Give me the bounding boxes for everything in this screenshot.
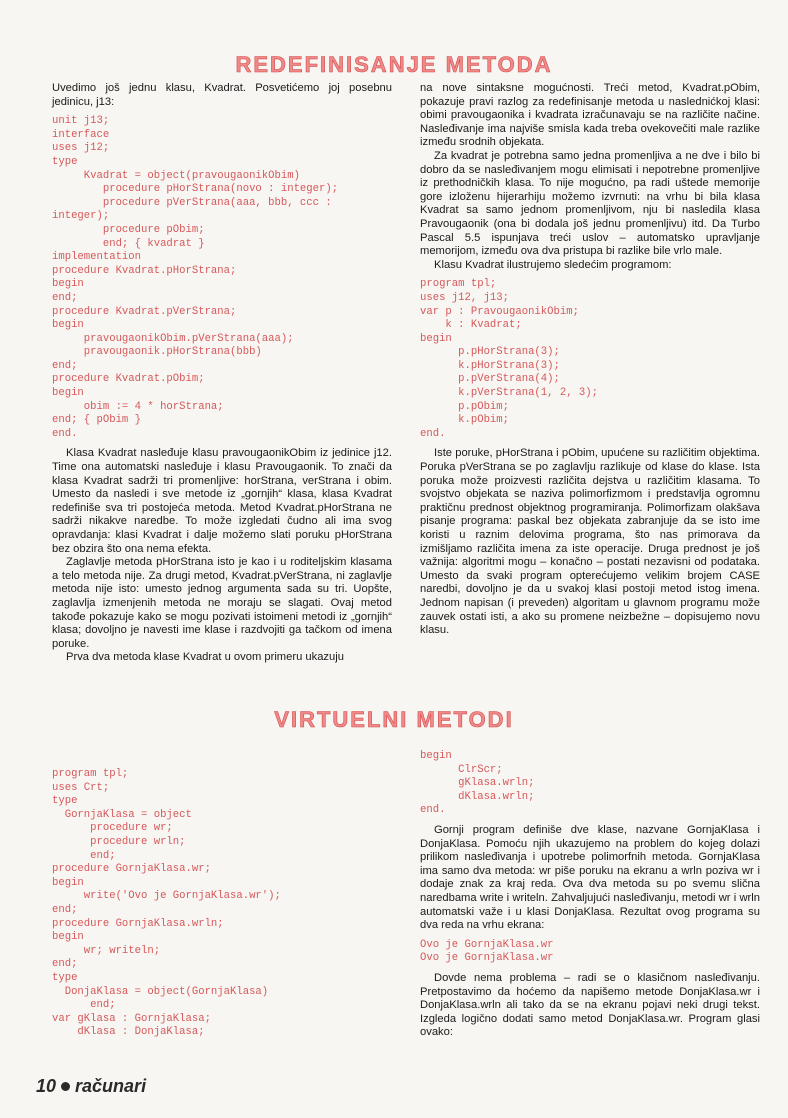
paragraph: Prva dva metoda klase Kvadrat u ovom primeru ukazuju — [66, 651, 344, 664]
code-listing: unit j13; interface uses j12; type Kvadrat = object(pravougaonikObim) procedure pHorStrana(novo : integer); procedure pVerStrana(aaa, bbb, ccc : integer); procedure pObim; end; { kvadrat } implementation procedure Kvadrat.pHorStrana; begin end; procedure Kvadrat.pVerStrana; begin pravougaonikObim.pVerStrana(aaa); pravougaonik.pHorStrana(bbb) end; procedure Kvadrat.pObim; begin obim := 4 * horStrana; end; { pObim } end. — [52, 115, 339, 440]
paragraph: Iste poruke, pHorStrana i pObim, upućene su različitim objektima. Poruka pVerStrana se po zaglavlju razlikuje od klase do klase. Ista poruka može proizvesti različita dejstva u različitim klasama. To svojstvo objekata se naziva polimorfizmom i predstavlja ogromnu praktičnu prednost objektnog programiranja. Polimorfizam olakšava pisanje programa: paskal bez objekata zabranjuje da se isto ime koristi u raznim delovima programa, što nas primorava da izmišljamo različita imena za iste operacije. Druga prednost je još važnija: algoritmi mogu – konačno – postati nezavisni od podataka. Umesto da svaki program opterećujemo velikim brojem CASE naredbi, dovoljno je da u svakoj klasi postoji metod istog imena. Jednom napisan (i preveden) algoritam u glavnom programu može zauvek ostati isti, a ako su promene neizbežne – dopisujemo novu klasu. — [420, 447, 760, 637]
paragraph: Dovde nema problema – radi se o klasičnom nasleđivanju. Pretpostavimo da hoćemo da napišemo metode DonjaKlasa.wr i DonjaKlasa.wrln ali tako da se na ekranu pojavi neki drugi tekst. Izgleda logično dodati samo metod DonjaKlasa.wr. Program glasi ovako: — [420, 971, 760, 1039]
magazine-name: računari — [75, 1076, 147, 1096]
section-title: VIRTUELNI METODI — [274, 707, 514, 732]
paragraph: na nove sintaksne mogućnosti. Treći metod, Kvadrat.pObim, pokazuje pravi razlog za redefinisanje metoda u naslednićkoj klasi: obimi pravougaonika i kvadrata izračunavaju se na različite načine. Nasleđivanje ima najviše smisla kada treba ovekovečiti male razlike između srodnih objekata. — [420, 82, 760, 149]
paragraph: Klasa Kvadrat nasleđuje klasu pravougaonikObim iz jedinice j12. Time ona automatski nasleđuje i klasu Pravougaonik. To znači da klasa Kvadrat sadrži tri promenljive: horStrana, verStrana i obim. Umesto da nasledi i sve metode iz „gornjih“ klasa, klasa Kvadrat redefiniše sva tri postojeća metoda. Metod Kvadrat.pHorStrana ne sadrži nikakve naredbe. To može izgledati čudno ali ima svog opravdanja: klasi Kvadrat i dalje možemo slati poruku pHorStrana bez obzira što ona nema efekta. — [52, 447, 392, 555]
code-listing: program tpl; uses j12, j13; var p : PravougaonikObim; k : Kvadrat; begin p.pHorStrana(3); k.pHorStrana(3); p.pVerStrana(4); k.pVerStrana(1, 2, 3); p.pObim; k.pObim; end. — [420, 278, 599, 440]
paragraph: Klasu Kvadrat ilustrujemo sledećim programom: — [434, 258, 672, 271]
program-output: Ovo je GornjaKlasa.wr Ovo je GornjaKlasa.wr — [420, 938, 554, 965]
paragraph: Zaglavlje metoda pHorStrana isto je kao i u roditeljskim klasama a telo metoda nije. Za drugi metod, Kvadrat.pVerStrana, ni zaglavlje metoda nije isto: umesto jednog argumenta sada su tri. Uopšte, zaglavlja izmenjenih metoda ne moraju se slagati. Ovaj metod takođe pokazuje kako se mogu pozivati istoimeni metodi iz „gornjih“ klasa; dovoljno je navesti ime klase i razdvojiti ga tačkom od imena poruke. — [52, 556, 392, 650]
right-column — [420, 750, 760, 1040]
right-column — [420, 82, 760, 638]
paragraph: Gornji program definiše dve klase, nazvane GornjaKlasa i DonjaKlasa. Pomoću njih ukazujemo na problem do kojeg dolazi prilikom nasleđivanja i upotrebe polimorfnih metoda. GornjaKlasa ima samo dva metoda: wr piše poruku na ekranu a wrln poziva wr i dodaje znak za kraj reda. Ova dva metoda su po svemu slična naredbama write i writeln. Zahvaljujući nasleđivanju, metodi wr i wrln automatski važe i u klasi DonjaKlasa. Rezultat ovog programa su dva reda na vrhu ekrana: — [420, 823, 760, 932]
code-listing: program tpl; uses Crt; type GornjaKlasa = object procedure wr; procedure wrln; end; procedure GornjaKlasa.wr; begin write('Ovo je GornjaKlasa.wr'); end; procedure GornjaKlasa.wrln; begin wr; writeln; end; type DonjaKlasa = object(GornjaKlasa) end; var gKlasa : GornjaKlasa; dKlasa : DonjaKlasa; — [52, 768, 281, 1039]
code-listing: begin ClrScr; gKlasa.wrln; dKlasa.wrln; end. — [420, 750, 535, 817]
paragraph: Uvedimo još jednu klasu, Kvadrat. Posvetićemo joj posebnu jedinicu, j13: — [52, 82, 392, 108]
left-column — [52, 82, 392, 665]
page-footer — [36, 1076, 146, 1097]
paragraph: Za kvadrat je potrebna samo jedna promenljiva a ne dve i bilo bi dobro da se nasleđivanjem mogu elimisati i nepotrebne promenljive iz prethodničkih klasa. To nije mogućno, pa radi uštede memorije gore izloženu hijerarhiju možemo izvrnuti: na vrhu bi bila klasa Kvadrat sa samo jednom promenljivom, nju bi nasledila klasa Pravougaonik (ona bi dodala još jednu promenljivu) itd. Da Turbo Pascal 5.5 ispunjava treći uslov – automatsko upravljanje memorijom, između ova dva pristupa bi razlike bile vrlo male. — [420, 149, 760, 258]
page-number: 10 — [36, 1076, 57, 1096]
bullet-icon — [61, 1082, 70, 1091]
section-title: REDEFINISANJE METODA — [235, 52, 553, 77]
left-column — [52, 768, 392, 1046]
